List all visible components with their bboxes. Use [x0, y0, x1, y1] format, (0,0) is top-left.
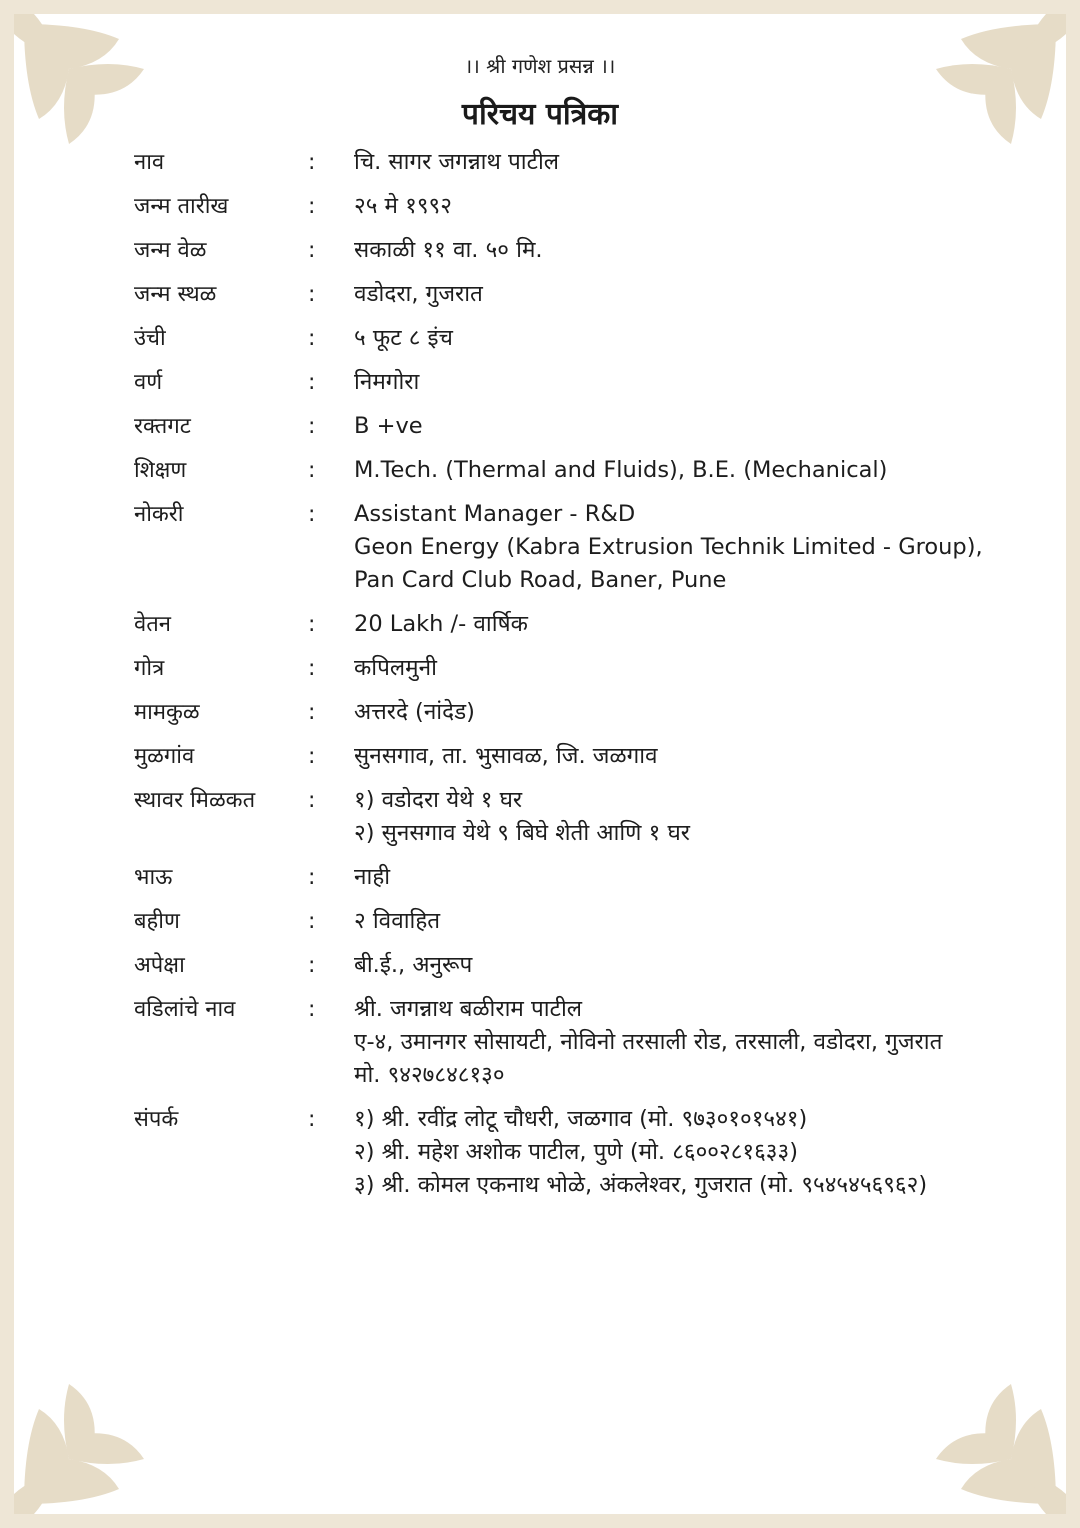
detail-value-line: Assistant Manager - R&D [354, 501, 636, 527]
detail-value-line: सकाळी ११ वा. ५० मि. [354, 237, 543, 263]
separator-colon: : [308, 744, 316, 769]
detail-label: स्थावर मिळकत [134, 788, 256, 813]
detail-value [354, 366, 1054, 399]
separator-colon: : [308, 909, 316, 934]
separator-colon: : [308, 700, 316, 725]
detail-value-line: बी.ई., अनुरूप [354, 952, 473, 978]
separator-colon: : [308, 997, 316, 1022]
detail-row [134, 652, 1054, 685]
detail-row [134, 498, 1054, 597]
detail-value-line: 20 Lakh /- वार्षिक [354, 611, 528, 637]
separator-colon: : [308, 326, 316, 351]
detail-value [354, 652, 1054, 685]
detail-row [134, 410, 1054, 443]
detail-label: बहीण [134, 909, 180, 934]
detail-row [134, 949, 1054, 982]
separator-colon: : [308, 150, 316, 175]
detail-value [354, 1103, 1054, 1202]
detail-label: शिक्षण [134, 458, 187, 483]
separator-colon: : [308, 370, 316, 395]
detail-label: वेतन [134, 612, 171, 637]
details-list [134, 146, 1054, 1202]
detail-value-line: नाही [354, 864, 391, 890]
detail-value [354, 498, 1054, 597]
detail-value [354, 740, 1054, 773]
detail-value-line: २५ मे १९९२ [354, 193, 452, 219]
floral-corner-svg [14, 1374, 154, 1514]
detail-value-line: मो. ९४२७८४८१३० [354, 1062, 505, 1088]
detail-value-line: ३) श्री. कोमल एकनाथ भोळे, अंकलेश्वर, गुजरात (मो. ९५४५४५६९६२) [354, 1172, 928, 1198]
separator-colon: : [308, 788, 316, 813]
detail-value [354, 784, 1054, 850]
detail-value-line: कपिलमुनी [354, 655, 437, 681]
detail-row [134, 278, 1054, 311]
detail-row [134, 366, 1054, 399]
detail-label: मामकुळ [134, 700, 200, 725]
detail-row [134, 905, 1054, 938]
page-title: परिचय पत्रिका [461, 97, 619, 132]
detail-value-line: २) श्री. महेश अशोक पाटील, पुणे (मो. ८६००२८१६३३) [354, 1139, 798, 1165]
detail-value-line: १) वडोदरा येथे १ घर [354, 787, 523, 813]
separator-colon: : [308, 656, 316, 681]
detail-value [354, 190, 1054, 223]
detail-value-line: M.Tech. (Thermal and Fluids), B.E. (Mechanical) [354, 457, 888, 483]
detail-row [134, 322, 1054, 355]
detail-value-line: २ विवाहित [354, 908, 441, 934]
detail-value-line: Geon Energy (Kabra Extrusion Technik Limited - Group), [354, 534, 983, 560]
detail-label: मुळगांव [134, 744, 195, 769]
detail-value-line: १) श्री. रवींद्र लोटू चौधरी, जळगाव (मो. ९७३०१०१५४१) [354, 1106, 808, 1132]
separator-colon: : [308, 502, 316, 527]
detail-label: संपर्क [134, 1107, 179, 1132]
detail-value [354, 146, 1054, 179]
separator-colon: : [308, 1107, 316, 1132]
floral-corner-icon [14, 14, 154, 154]
detail-row [134, 740, 1054, 773]
detail-value-line: श्री. जगन्नाथ बळीराम पाटील [354, 996, 583, 1022]
detail-row [134, 696, 1054, 729]
detail-value [354, 454, 1054, 487]
separator-colon: : [308, 953, 316, 978]
detail-value [354, 234, 1054, 267]
detail-row [134, 234, 1054, 267]
floral-corner-svg [14, 14, 154, 154]
separator-colon: : [308, 194, 316, 219]
separator-colon: : [308, 282, 316, 307]
detail-value-line: चि. सागर जगन्नाथ पाटील [354, 149, 560, 175]
blessing-line: ।। श्री गणेश प्रसन्न ।। [464, 54, 616, 78]
detail-row [134, 190, 1054, 223]
separator-colon: : [308, 414, 316, 439]
detail-label: उंची [134, 326, 166, 351]
detail-value [354, 696, 1054, 729]
detail-row [134, 146, 1054, 179]
detail-label: जन्म तारीख [134, 194, 229, 219]
separator-colon: : [308, 865, 316, 890]
separator-colon: : [308, 458, 316, 483]
floral-corner-svg [926, 1374, 1066, 1514]
floral-corner-icon [926, 14, 1066, 154]
detail-row [134, 861, 1054, 894]
floral-corner-svg [926, 14, 1066, 154]
detail-value-line: निमगोरा [354, 369, 420, 395]
detail-value [354, 322, 1054, 355]
detail-value [354, 608, 1054, 641]
detail-label: जन्म स्थळ [134, 282, 217, 307]
detail-row [134, 1103, 1054, 1202]
detail-value [354, 861, 1054, 894]
detail-label: वर्ण [134, 370, 163, 395]
detail-value-line: ५ फूट ८ इंच [354, 325, 453, 351]
detail-label: जन्म वेळ [134, 238, 207, 263]
detail-value [354, 278, 1054, 311]
detail-value-line: अत्तरदे (नांदेड) [354, 699, 475, 725]
detail-row [134, 454, 1054, 487]
detail-label: भाऊ [134, 865, 173, 890]
detail-value-line: B +ve [354, 413, 423, 439]
detail-value [354, 993, 1054, 1092]
detail-label: नोकरी [134, 502, 184, 527]
detail-value-line: सुनसगाव, ता. भुसावळ, जि. जळगाव [354, 743, 658, 769]
separator-colon: : [308, 612, 316, 637]
detail-row [134, 784, 1054, 850]
detail-label: नाव [134, 150, 165, 175]
floral-corner-icon [926, 1374, 1066, 1514]
detail-label: अपेक्षा [134, 953, 185, 978]
detail-value-line: वडोदरा, गुजरात [354, 281, 483, 307]
detail-value [354, 905, 1054, 938]
detail-value-line: ए-४, उमानगर सोसायटी, नोविनो तरसाली रोड, तरसाली, वडोदरा, गुजरात [354, 1029, 943, 1055]
detail-row [134, 993, 1054, 1092]
detail-value [354, 949, 1054, 982]
separator-colon: : [308, 238, 316, 263]
detail-value [354, 410, 1054, 443]
detail-label: रक्तगट [134, 414, 191, 439]
biodata-page [14, 14, 1066, 1514]
detail-value-line: Pan Card Club Road, Baner, Pune [354, 567, 727, 593]
detail-row [134, 608, 1054, 641]
detail-value-line: २) सुनसगाव येथे ९ बिघे शेती आणि १ घर [354, 820, 690, 846]
detail-label: गोत्र [134, 656, 165, 681]
detail-label: वडिलांचे नाव [134, 997, 236, 1022]
floral-corner-icon [14, 1374, 154, 1514]
